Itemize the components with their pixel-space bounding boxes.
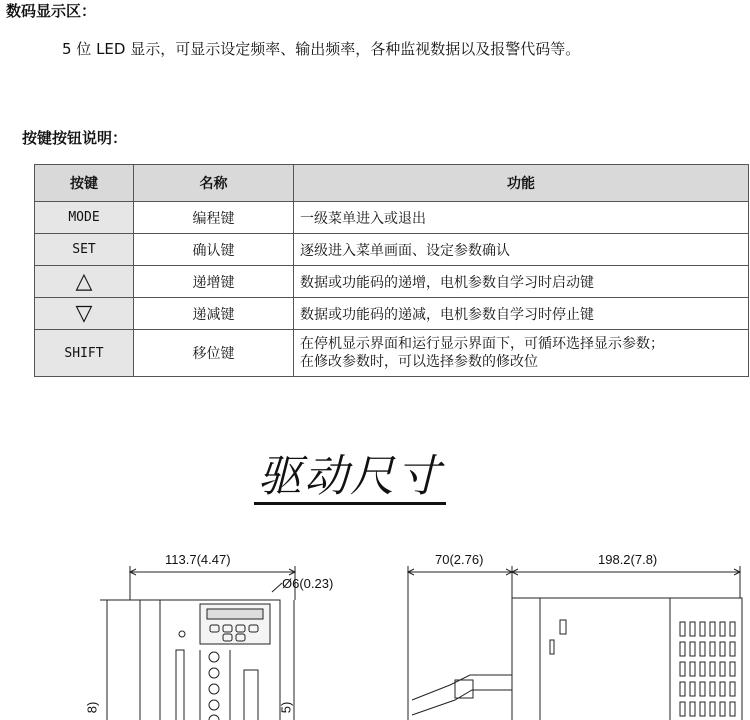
up-triangle-icon: △ (35, 266, 134, 298)
right-height-dimension: 5) (278, 701, 294, 714)
display-section-description: 5 位 LED 显示，可显示设定频率、输出频率，各种监视数据以及报警代码等。 (62, 40, 581, 58)
name-cell: 编程键 (134, 202, 294, 234)
name-cell: 递减键 (134, 298, 294, 330)
side-depth-dimension: 198.2(7.8) (598, 552, 658, 567)
function-line-1: 在停机显示界面和运行显示界面下，可循环选择显示参数； (300, 336, 664, 352)
function-line-2: 在修改参数时，可以选择参数的修改位 (300, 354, 538, 370)
name-cell: 确认键 (134, 234, 294, 266)
function-cell: 逐级进入菜单画面、设定参数确认 (294, 234, 749, 266)
side-front-depth-dimension: 70(2.76) (435, 552, 484, 567)
function-cell: 一级菜单进入或退出 (294, 202, 749, 234)
left-height-dimension: 8) (84, 701, 100, 714)
column-header-key: 按键 (35, 165, 134, 202)
front-width-dimension: 113.7(4.47) (165, 552, 231, 567)
key-cell: MODE (35, 202, 134, 234)
column-header-name: 名称 (134, 165, 294, 202)
column-header-function: 功能 (294, 165, 749, 202)
function-cell: 数据或功能码的递增，电机参数自学习时启动键 (294, 266, 749, 298)
hole-diameter-dimension: Ø6(0.23) (282, 576, 334, 591)
keys-section-heading: 按键按钮说明： (22, 129, 128, 147)
function-cell: 数据或功能码的递减，电机参数自学习时停止键 (294, 298, 749, 330)
dimensions-title: 驱动尺寸 (0, 440, 700, 504)
name-cell: 递增键 (134, 266, 294, 298)
key-cell: SET (35, 234, 134, 266)
down-triangle-icon: ▽ (35, 298, 134, 330)
display-section-heading: 数码显示区： (6, 2, 97, 20)
name-cell: 移位键 (134, 330, 294, 377)
key-cell: SHIFT (35, 330, 134, 377)
